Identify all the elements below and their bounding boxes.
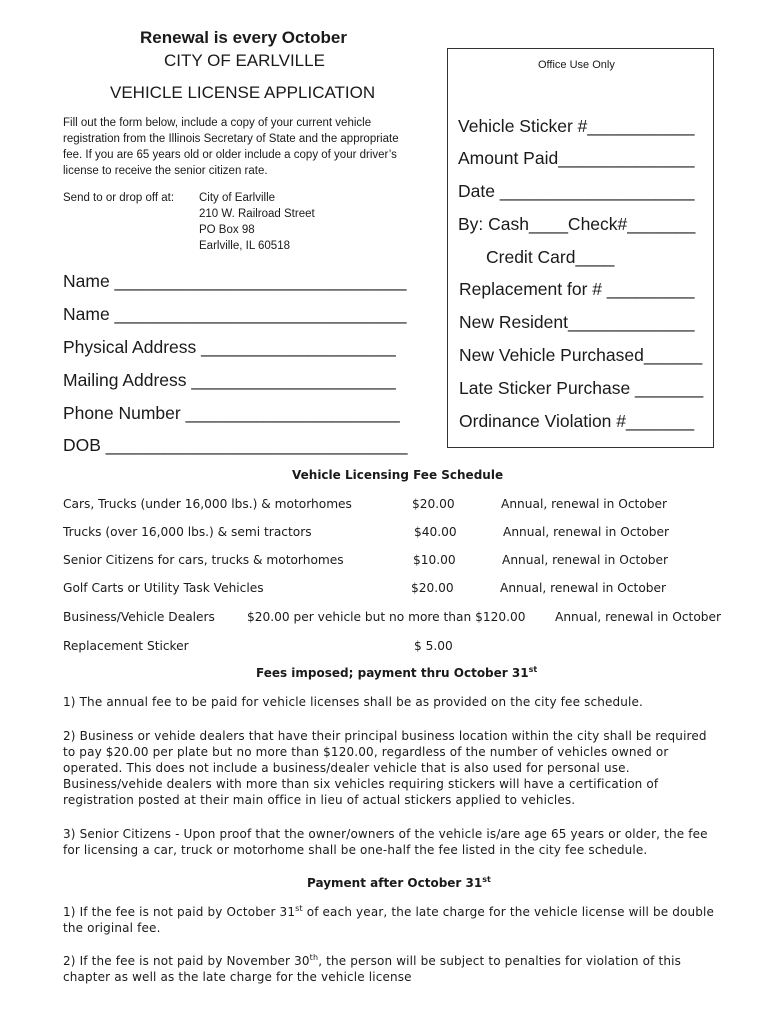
address-line: PO Box 98 [199,224,255,236]
fee-item: Senior Citizens for cars, trucks & motorhomes [63,553,344,567]
address-line: 210 W. Railroad Street [199,208,315,220]
paragraph-line: 1) The annual fee to be paid for vehicle licenses shall be as provided on the city fee schedule. [63,695,644,709]
dob-field[interactable]: DOB _______________________________ [63,435,408,455]
heading-sup: st [528,665,538,674]
ordinal-sup: th [309,953,319,962]
amount-paid-field[interactable]: Amount Paid______________ [458,148,695,168]
fee-amount: $20.00 [412,497,455,511]
fee-amount: $10.00 [413,553,456,567]
paragraph-line: 2) Business or vehide dealers that have their principal business location within the city shall be required [63,729,707,743]
late-sticker-field[interactable]: Late Sticker Purchase _______ [459,378,704,398]
new-resident-field[interactable]: New Resident_____________ [459,312,695,332]
text-run: 2) If the fee is not paid by November 30 [63,954,310,968]
fee-term: Annual, renewal in October [502,553,669,567]
fee-item: Golf Carts or Utility Task Vehicles [63,581,264,595]
office-use-title: Office Use Only [538,59,615,71]
paragraph-line: for licensing a car, truck or motorhome shall be one-half the fee listed in the city fee schedule. [63,843,648,857]
replacement-field[interactable]: Replacement for # _________ [459,279,695,299]
address-line: Earlville, IL 60518 [199,240,290,252]
intro-line: Fill out the form below, include a copy of your current vehicle [63,117,372,129]
fee-term: Annual, renewal in October [555,610,722,624]
ordinance-violation-field[interactable]: Ordinance Violation #_______ [459,411,695,431]
paragraph-line [63,905,714,919]
fees-imposed-heading [256,666,537,680]
fee-item: Business/Vehicle Dealers [63,610,215,624]
heading-text: Fees imposed; payment thru October 31 [256,666,529,680]
paragraph-line: operated. This does not include a business/dealer vehicle that is also used for personal use. [63,761,630,775]
phone-number-field[interactable]: Phone Number ______________________ [63,403,400,423]
paragraph-line: the original fee. [63,921,161,935]
fee-item: Cars, Trucks (under 16,000 lbs.) & motorhomes [63,497,352,511]
fee-amount: $ 5.00 [414,639,453,653]
intro-line: license to receive the senior citizen rate. [63,165,268,177]
fee-amount: $20.00 [411,581,454,595]
paragraph-line [63,954,681,968]
text-run: 1) If the fee is not paid by October 31 [63,905,296,919]
fee-term: Annual, renewal in October [503,525,670,539]
city-name: CITY OF EARLVILLE [164,51,325,70]
text-run: , the person will be subject to penalties for violation of this [318,954,681,968]
fee-term: Annual, renewal in October [501,497,668,511]
name-field-2[interactable]: Name ______________________________ [63,304,407,324]
intro-line: fee. If you are 65 years old or older include a copy of your driver’s [63,149,397,161]
paragraph-line: registration posted at their main office in lieu of actual stickers applied to vehicles. [63,793,576,807]
fee-item: Replacement Sticker [63,639,189,653]
ordinal-sup: st [295,904,303,913]
date-field[interactable]: Date ____________________ [458,181,695,201]
paragraph-line: Business/vehide dealers with more than six vehicles requiring stickers will have a certification of [63,777,659,791]
paragraph-line: 3) Senior Citizens - Upon proof that the owner/owners of the vehicle is/are age 65 years or older, the fee [63,827,708,841]
fee-term: Annual, renewal in October [500,581,667,595]
paragraph-line: to pay $20.00 per plate but no more than $120.00, regardless of the number of vehicles owned or [63,745,669,759]
fee-amount: $20.00 per vehicle but no more than $120.00 [247,610,526,624]
name-field[interactable]: Name ______________________________ [63,271,407,291]
heading-text: Payment after October 31 [307,876,483,890]
physical-address-field[interactable]: Physical Address ____________________ [63,337,396,357]
fee-item: Trucks (over 16,000 lbs.) & semi tractors [63,525,312,539]
payment-method-field[interactable]: By: Cash____Check#_______ [458,214,696,234]
send-label: Send to or drop off at: [63,192,175,204]
address-line: City of Earlville [199,192,276,204]
paragraph-line: chapter as well as the late charge for the vehicle license [63,970,412,984]
heading-sup: st [482,875,491,884]
form-title: VEHICLE LICENSE APPLICATION [110,83,376,102]
vehicle-sticker-field[interactable]: Vehicle Sticker #___________ [458,116,695,136]
mailing-address-field[interactable]: Mailing Address _____________________ [63,370,396,390]
intro-line: registration from the Illinois Secretary of State and the appropriate [63,133,399,145]
payment-after-heading [307,876,491,890]
credit-card-field[interactable]: Credit Card____ [486,247,615,267]
new-vehicle-field[interactable]: New Vehicle Purchased______ [459,345,703,365]
text-run: of each year, the late charge for the vehicle license will be double [302,905,715,919]
renewal-notice: Renewal is every October [140,28,347,47]
schedule-title: Vehicle Licensing Fee Schedule [292,468,504,482]
fee-amount: $40.00 [414,525,457,539]
